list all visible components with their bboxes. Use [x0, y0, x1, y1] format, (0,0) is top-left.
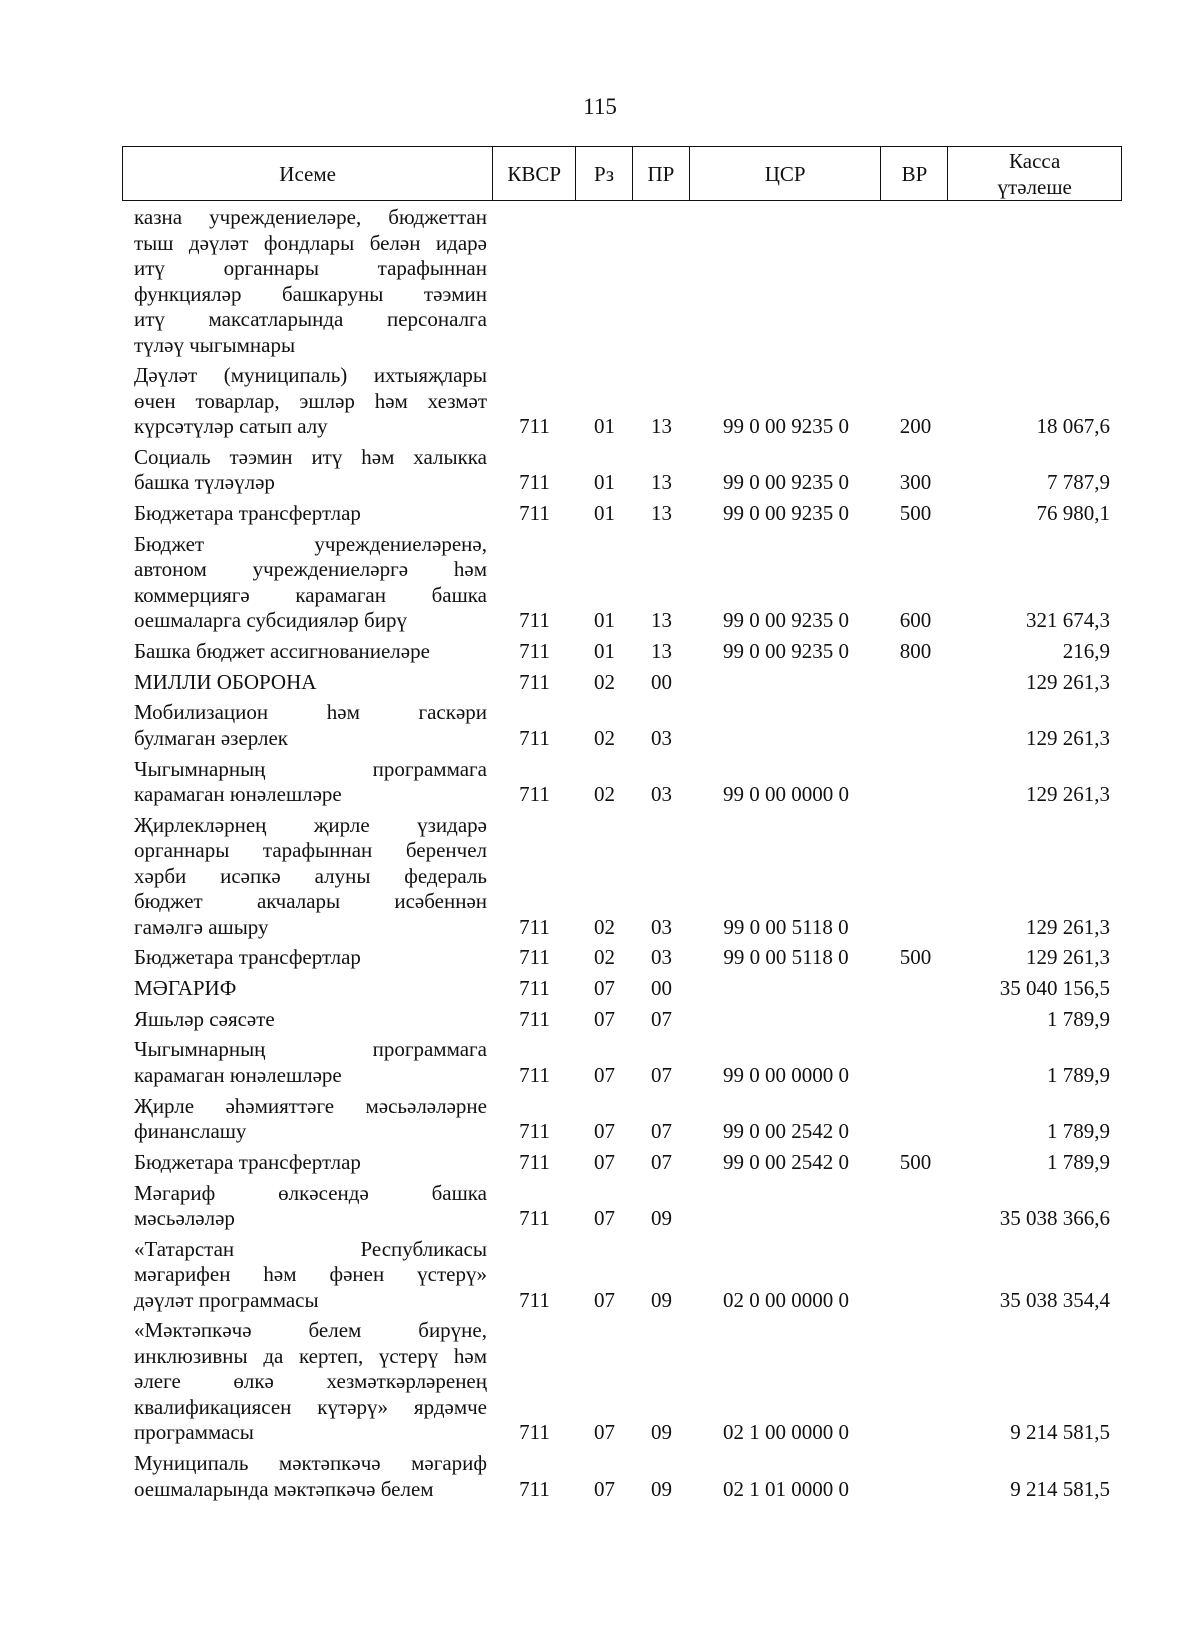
row-rz: 07 — [594, 1062, 615, 1087]
row-pr: 07 — [651, 1149, 672, 1174]
row-name — [122, 700, 493, 751]
row-name-line: күрсәтүләр сатып алу — [134, 414, 328, 439]
row-vr: 600 — [899, 608, 932, 633]
row-rz: 07 — [594, 1420, 615, 1445]
row-name-line: Мобилизацион һәм гаскәри — [134, 700, 487, 725]
table-row — [122, 1451, 1122, 1502]
table-row — [122, 1007, 1122, 1033]
row-csr: 02 1 01 0000 0 — [723, 1476, 849, 1501]
row-sum: 129 261,3 — [1026, 945, 1110, 970]
table-row — [122, 945, 1122, 971]
row-kvsr: 711 — [519, 914, 550, 939]
row-kvsr: 711 — [519, 725, 550, 750]
row-name-line: казна учреждениеләре, бюджеттан — [134, 205, 487, 229]
row-name-line: оешмаларга субсидияләр бирү — [134, 608, 407, 633]
row-vr: 200 — [899, 414, 932, 439]
header-pr: ПР — [633, 147, 690, 200]
table-row — [122, 757, 1122, 808]
row-sum: 1 789,9 — [1047, 1062, 1110, 1087]
row-kvsr: 711 — [519, 945, 550, 970]
row-name — [122, 757, 493, 808]
table-row — [122, 445, 1122, 496]
row-pr: 03 — [651, 945, 672, 970]
row-name-line: Җирлекләрнең җирле үзидарә — [134, 812, 487, 837]
row-name — [122, 945, 493, 971]
row-name — [122, 639, 493, 665]
table-row — [122, 363, 1122, 440]
row-name — [122, 1150, 493, 1176]
row-kvsr: 711 — [519, 1420, 550, 1445]
row-rz: 01 — [594, 638, 615, 663]
table-header — [122, 146, 1122, 201]
row-kvsr: 711 — [519, 1062, 550, 1087]
row-pr: 07 — [651, 1119, 672, 1144]
row-name — [122, 363, 493, 440]
row-csr: 99 0 00 9235 0 — [723, 470, 849, 495]
row-name-line: Социаль тәэмин итү һәм халыкка — [134, 444, 487, 469]
row-name-line: мәсьәләләр — [134, 1206, 235, 1230]
row-name-line: итү максатларында персоналга — [134, 307, 487, 331]
row-kvsr: 711 — [519, 976, 550, 1001]
row-sum: 7 787,9 — [1047, 470, 1110, 495]
row-name-line: өчен товарлар, эшләр һәм хезмәт — [134, 388, 487, 413]
row-rz: 07 — [594, 1206, 615, 1230]
row-name — [122, 205, 493, 358]
row-kvsr: 711 — [519, 1476, 550, 1501]
row-sum: 129 261,3 — [1026, 725, 1110, 750]
row-name-line: Муниципаль мәктәпкәчә мәгариф — [134, 1451, 487, 1476]
row-sum: 35 038 366,6 — [999, 1206, 1110, 1230]
header-vr: ВР — [881, 147, 948, 200]
table-row — [122, 1318, 1122, 1446]
row-name-line: Чыгымнарның программага — [134, 1037, 487, 1062]
row-name — [122, 1037, 493, 1088]
row-name-line: финанслашу — [134, 1119, 247, 1144]
row-sum: 9 214 581,5 — [1010, 1420, 1110, 1445]
row-csr: 99 0 00 9235 0 — [723, 414, 849, 439]
row-name-line: тыш дәүләт фондлары белән идарә — [134, 230, 487, 255]
row-name-line: МӘГАРИФ — [134, 976, 237, 1001]
row-name — [122, 670, 493, 696]
row-sum: 321 674,3 — [1026, 608, 1110, 633]
row-csr: 02 1 00 0000 0 — [723, 1420, 849, 1445]
row-pr: 09 — [651, 1287, 672, 1312]
row-sum: 129 261,3 — [1026, 914, 1110, 939]
row-name-line: Яшьләр сәясәте — [134, 1006, 275, 1031]
row-rz: 07 — [594, 1006, 615, 1031]
row-rz: 07 — [594, 976, 615, 1001]
row-csr: 99 0 00 9235 0 — [723, 638, 849, 663]
table-row — [122, 532, 1122, 634]
row-name-line: булмаган әзерлек — [134, 725, 288, 750]
row-name-line: инклюзивны да кертеп, үстерү һәм — [134, 1343, 487, 1368]
row-name-line: «Мәктәпкәчә белем бирүне, — [134, 1318, 487, 1343]
table-row — [122, 670, 1122, 696]
header-name: Исеме — [123, 147, 493, 200]
header-kvsr: КВСР — [493, 147, 576, 200]
table-row — [122, 700, 1122, 751]
row-csr: 99 0 00 9235 0 — [723, 608, 849, 633]
row-sum: 129 261,3 — [1026, 669, 1110, 694]
row-name — [122, 1181, 493, 1232]
row-kvsr: 711 — [519, 669, 550, 694]
row-pr: 13 — [651, 608, 672, 633]
row-name-line: Бюджет учреждениеләренә, — [134, 531, 487, 556]
row-pr: 09 — [651, 1206, 672, 1230]
row-name-line: программасы — [134, 1420, 254, 1445]
row-sum: 35 040 156,5 — [999, 976, 1110, 1001]
row-name-line: Бюджетара трансфертлар — [134, 945, 361, 970]
row-csr: 99 0 00 2542 0 — [723, 1119, 849, 1144]
header-rz: Рз — [576, 147, 633, 200]
row-kvsr: 711 — [519, 638, 550, 663]
row-pr: 13 — [651, 470, 672, 495]
row-pr: 00 — [651, 669, 672, 694]
row-rz: 02 — [594, 914, 615, 939]
row-pr: 03 — [651, 914, 672, 939]
row-sum: 129 261,3 — [1026, 782, 1110, 806]
row-name-line: Дәүләт (муниципаль) ихтыяҗлары — [134, 363, 487, 388]
row-name-line: мәгарифен һәм фәнен үстерү» — [134, 1262, 487, 1287]
row-csr: 99 0 00 5118 0 — [723, 914, 849, 939]
table-row — [122, 976, 1122, 1002]
row-rz: 07 — [594, 1119, 615, 1144]
header-sum-line1: Касса — [1009, 148, 1061, 173]
table-row — [122, 1237, 1122, 1314]
row-kvsr: 711 — [519, 501, 550, 526]
row-pr: 13 — [651, 414, 672, 439]
row-sum: 1 789,9 — [1047, 1006, 1110, 1031]
row-rz: 01 — [594, 414, 615, 439]
row-name — [122, 532, 493, 634]
row-name — [122, 976, 493, 1002]
table-body — [122, 205, 1122, 1507]
header-csr: ЦСР — [690, 147, 882, 200]
row-sum: 35 038 354,4 — [999, 1287, 1110, 1312]
row-csr: 99 0 00 2542 0 — [723, 1149, 849, 1174]
row-name-line: оешмаларында мәктәпкәчә белем — [134, 1476, 434, 1501]
row-csr: 99 0 00 9235 0 — [723, 501, 849, 526]
row-pr: 03 — [651, 782, 672, 806]
row-name — [122, 813, 493, 941]
row-name-line: бюджет акчалары исәбеннән — [134, 889, 487, 914]
row-name-line: квалификациясен күтәрү» ярдәмче — [134, 1394, 487, 1419]
row-name-line: Бюджетара трансфертлар — [134, 1149, 361, 1174]
row-kvsr: 711 — [519, 414, 550, 439]
row-name-line: Чыгымнарның программага — [134, 756, 487, 781]
row-rz: 01 — [594, 501, 615, 526]
row-name-line: карамаган юнәлешләре — [134, 782, 342, 806]
row-vr: 800 — [899, 638, 932, 663]
row-pr: 13 — [651, 638, 672, 663]
row-kvsr: 711 — [519, 608, 550, 633]
row-kvsr: 711 — [519, 782, 550, 806]
row-name-line: әлеге өлкә хезмәткәрләренең — [134, 1369, 487, 1394]
row-name — [122, 1007, 493, 1033]
row-pr: 07 — [651, 1062, 672, 1087]
row-name-line: коммерциягә карамаган башка — [134, 582, 487, 607]
row-name-line: башка түләүләр — [134, 470, 275, 495]
table-row — [122, 1181, 1122, 1232]
row-name-line: Бюджетара трансфертлар — [134, 501, 361, 526]
row-rz: 07 — [594, 1287, 615, 1312]
row-csr: 99 0 00 5118 0 — [723, 945, 849, 970]
row-csr: 99 0 00 0000 0 — [723, 1062, 849, 1087]
table-row — [122, 205, 1122, 358]
row-rz: 01 — [594, 608, 615, 633]
row-name-line: дәүләт программасы — [134, 1287, 319, 1312]
row-name — [122, 1094, 493, 1145]
row-vr: 500 — [899, 945, 932, 970]
page-number: 115 — [583, 94, 617, 119]
row-vr: 300 — [899, 470, 932, 495]
row-kvsr: 711 — [519, 1149, 550, 1174]
row-rz: 02 — [594, 669, 615, 694]
row-name-line: итү органнары тарафыннан — [134, 256, 487, 280]
row-pr: 09 — [651, 1476, 672, 1501]
row-name-line: Җирле әһәмияттәге мәсьәләләрне — [134, 1093, 487, 1118]
row-name-line: МИЛЛИ ОБОРОНА — [134, 669, 317, 694]
row-name-line: автоном учреждениеләргә һәм — [134, 557, 487, 582]
row-pr: 09 — [651, 1420, 672, 1445]
row-name-line: «Татарстан Республикасы — [134, 1236, 487, 1261]
row-kvsr: 711 — [519, 1006, 550, 1031]
row-name-line: Мәгариф өлкәсендә башка — [134, 1180, 487, 1205]
row-pr: 07 — [651, 1006, 672, 1031]
row-sum: 216,9 — [1062, 638, 1110, 663]
row-rz: 02 — [594, 782, 615, 806]
row-pr: 03 — [651, 725, 672, 750]
row-name-line: хәрби исәпкә алуны федераль — [134, 863, 487, 888]
row-sum: 18 067,6 — [1036, 414, 1110, 439]
row-rz: 07 — [594, 1149, 615, 1174]
row-kvsr: 711 — [519, 470, 550, 495]
table-row — [122, 1037, 1122, 1088]
row-vr: 500 — [899, 1149, 932, 1174]
row-sum: 1 789,9 — [1047, 1119, 1110, 1144]
row-sum: 9 214 581,5 — [1010, 1476, 1110, 1501]
row-name — [122, 1237, 493, 1314]
row-rz: 02 — [594, 945, 615, 970]
table-row — [122, 1094, 1122, 1145]
header-sum — [948, 147, 1121, 200]
row-rz: 07 — [594, 1476, 615, 1501]
row-rz: 01 — [594, 470, 615, 495]
row-name-line: Башка бюджет ассигнованиеләре — [134, 638, 430, 663]
row-pr: 00 — [651, 976, 672, 1001]
row-pr: 13 — [651, 501, 672, 526]
row-rz: 02 — [594, 725, 615, 750]
table-row — [122, 639, 1122, 665]
row-name-line: функцияләр башкаруны тәэмин — [134, 281, 487, 306]
table-row — [122, 813, 1122, 941]
row-name — [122, 1318, 493, 1446]
header-sum-line2: үтәлеше — [997, 174, 1072, 199]
row-kvsr: 711 — [519, 1287, 550, 1312]
row-name-line: гамәлгә ашыру — [134, 914, 269, 939]
row-name-line: карамаган юнәлешләре — [134, 1062, 342, 1087]
row-kvsr: 711 — [519, 1119, 550, 1144]
row-name-line: түләү чыгымнары — [134, 332, 296, 357]
table-row — [122, 1150, 1122, 1176]
table-row — [122, 501, 1122, 527]
row-name — [122, 501, 493, 527]
row-name — [122, 1451, 493, 1502]
row-sum: 1 789,9 — [1047, 1149, 1110, 1174]
row-name-line: органнары тарафыннан беренчел — [134, 838, 487, 863]
row-kvsr: 711 — [519, 1206, 550, 1230]
row-sum: 76 980,1 — [1036, 501, 1110, 526]
row-name — [122, 445, 493, 496]
row-vr: 500 — [899, 501, 932, 526]
row-csr: 02 0 00 0000 0 — [723, 1287, 849, 1312]
row-csr: 99 0 00 0000 0 — [723, 782, 849, 806]
